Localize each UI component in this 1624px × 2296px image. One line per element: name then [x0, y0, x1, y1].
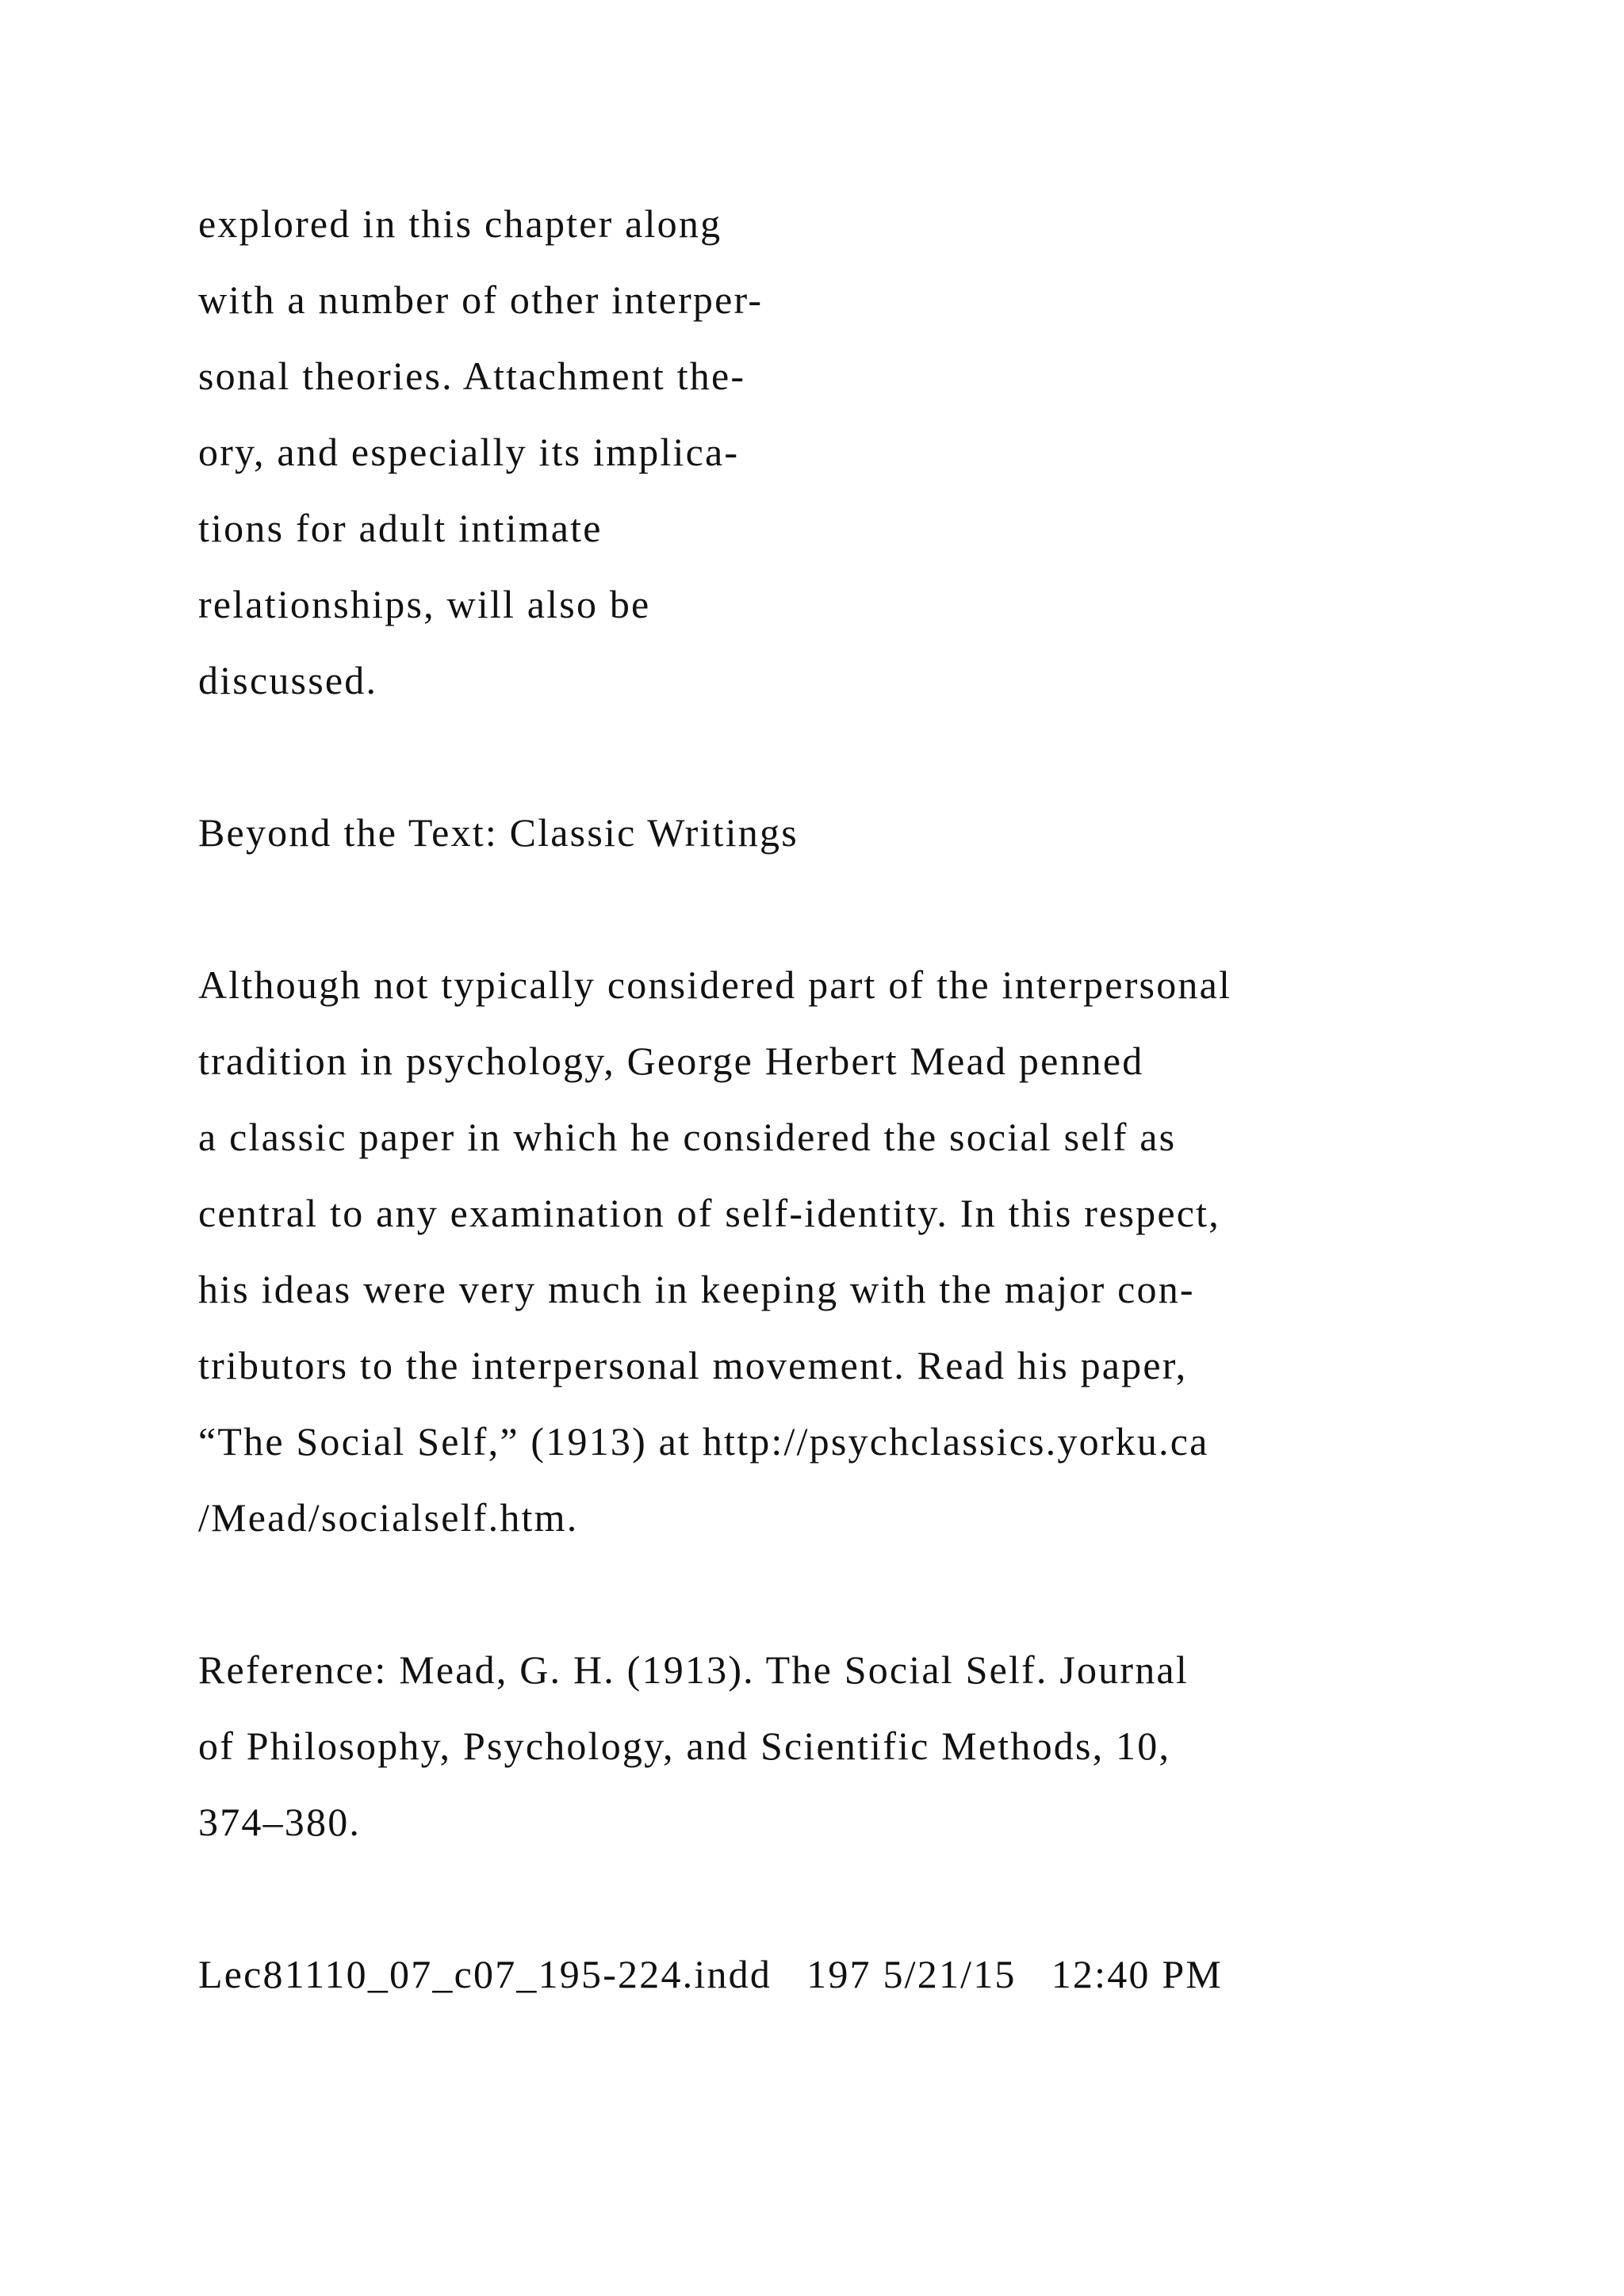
reference-line: of Philosophy, Psychology, and Scientific Methods, 10,: [198, 1724, 1171, 1768]
sidebar-line: /Mead/socialself.htm.: [198, 1495, 579, 1540]
reference-line: Reference: Mead, G. H. (1913). The Social Self. Journal: [198, 1647, 1189, 1692]
intro-line: ory, and especially its implica-: [198, 430, 740, 474]
intro-line: tions for adult intimate: [198, 506, 603, 550]
intro-line: sonal theories. Attachment the-: [198, 354, 746, 398]
intro-line: discussed.: [198, 658, 378, 702]
intro-line: relationships, will also be: [198, 582, 651, 626]
sidebar-heading: Beyond the Text: Classic Writings: [198, 810, 799, 855]
sidebar-line: his ideas were very much in keeping with the major con-: [198, 1267, 1195, 1311]
reference-line: 374–380.: [198, 1800, 362, 1844]
intro-line: explored in this chapter along: [198, 201, 722, 246]
sidebar-line: tributors to the interpersonal movement. Read his paper,: [198, 1343, 1188, 1387]
sidebar-line: tradition in psychology, George Herbert Mead penned: [198, 1039, 1144, 1083]
sidebar-line: a classic paper in which he considered the social self as: [198, 1115, 1177, 1159]
sidebar-line: Although not typically considered part of the interpersonal: [198, 962, 1232, 1007]
footer-slug: Lec81110_07_c07_195-224.indd 197 5/21/15 12:40 PM: [198, 1952, 1223, 1996]
sidebar-line: “The Social Self,” (1913) at http://psychclassics.yorku.ca: [198, 1419, 1209, 1464]
sidebar-line: central to any examination of self-identity. In this respect,: [198, 1191, 1220, 1235]
intro-line: with a number of other interper-: [198, 277, 764, 322]
